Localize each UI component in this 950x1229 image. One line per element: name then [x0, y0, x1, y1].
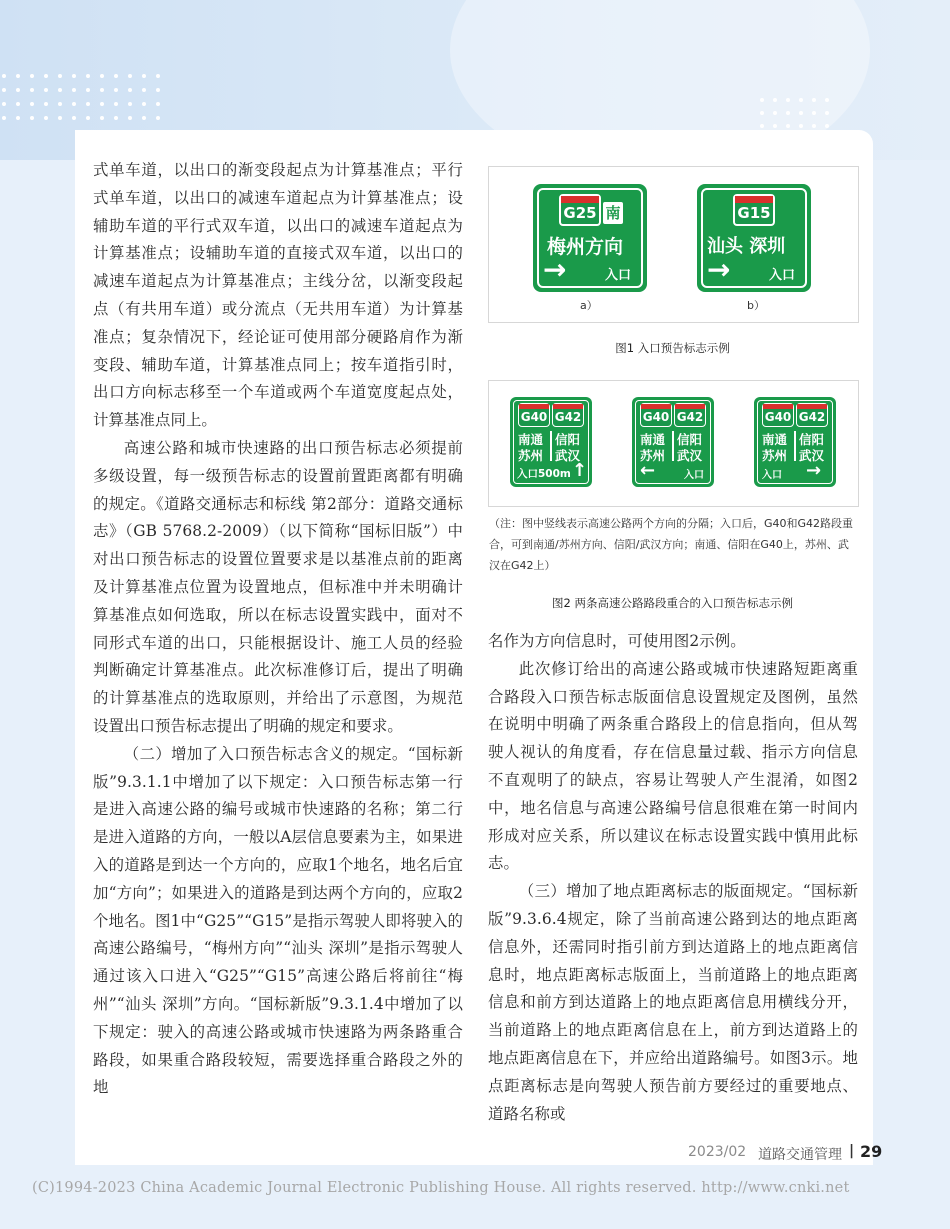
entrance-sign-b [697, 184, 811, 292]
footer-issue: 2023/02 [688, 1144, 747, 1160]
g42-shield: G42 [552, 403, 584, 427]
copyright-notice: (C)1994-2023 China Academic Journal Electronic Publishing House. All rights reserved. http://www.cnki.net [32, 1180, 850, 1196]
g15-shield: G15 [733, 194, 775, 226]
arrow-up-icon: ↑ [572, 460, 588, 481]
overlap-entrance-sign [510, 397, 592, 487]
g42-shield: G42 [674, 403, 706, 427]
g25-shield: G25 [559, 194, 601, 226]
direction-south-box: 南 [603, 202, 623, 224]
g42-shield: G42 [796, 403, 828, 427]
left-paragraph-2: 高速公路和城市快速路的出口预告标志必须提前多级设置，每一级预告标志的设置前置距离都有明确的规定。《道路交通标志和标线 第2部分：道路交通标志》（GB 5768.2-2009）（以下简称“国标旧版”）中对出口预告标志的设置位置要求是以基准点前的距离及计算基准点位置为设置地点，但标准中并未明确计算基准点如何选取，所以在标志设置实践中，面对不同形式车道的出口，只能根据设计、施工人员的经验判断确定计算基准点。此次标准修订后，提出了明确的计算基准点的选取原则，并给出了示意图，为规范设置出口预告标志提出了明确的规定和要求。 [93, 438, 463, 735]
page-number: 29 [860, 1142, 883, 1161]
entrance-distance-label: 入口 [762, 470, 782, 481]
entrance-distance-label: 入口 [684, 470, 704, 481]
g40-shield: G40 [640, 403, 672, 427]
direction-divider [794, 431, 796, 461]
place-suzhou: 苏州 [762, 448, 788, 463]
place-nantong: 南通 [518, 432, 544, 447]
right-paragraph-2: 此次修订给出的高速公路或城市快速路短距离重合路段入口预告标志版面信息设置规定及图例，虽然在说明中明确了两条重合路段上的信息指向，但从驾驶人视认的角度看，存在信息量过载、指示方向信息不直观明了的缺点，容易让驾驶人产生混淆，如图2中，地名信息与高速公路编号信息很难在第一时间内形成对应关系，所以建议在标志设置实践中慎用此标志。 [488, 659, 858, 873]
place-wuhan: 武汉 [799, 448, 825, 463]
g40-shield: G40 [518, 403, 550, 427]
right-paragraph-1: 名作为方向信息时，可使用图2示例。 [488, 632, 746, 650]
footer-journal: 道路交通管理 [758, 1147, 842, 1163]
entrance-distance-label: 入口500m [517, 468, 571, 480]
place-nantong: 南通 [762, 432, 788, 447]
place-suzhou: 苏州 [640, 448, 666, 463]
figure-1b-label: b） [747, 299, 765, 312]
place-nantong: 南通 [640, 432, 666, 447]
figure-2-note: （注：图中竖线表示高速公路两个方向的分隔；入口后，G40和G42路段重合，可到南通/苏州方向、信阳/武汉方向；南通、信阳在G40上，苏州、武汉在G42上） [489, 517, 854, 572]
arrow-left-icon: ← [640, 460, 656, 481]
entrance-sign-a [533, 184, 647, 292]
arrow-right-icon: → [806, 460, 822, 481]
left-paragraph-1: 式单车道，以出口的渐变段起点为计算基准点；平行式单车道，以出口的减速车道起点为计算基准点；设辅助车道的平行式双车道，以出口的减速车道起点为计算基准点；设辅助车道的直接式双车道，以出口的减速车道起点为计算基准点；主线分岔，以渐变段起点（有共用车道）或分流点（无共用车道）为计算基准点；复杂情况下，经论证可使用部分硬路肩作为渐变段、辅助车道，计算基准点同上；按车道指引时，出口方向标志移至一个车道或两个车道宽度起点处，计算基准点同上。 [93, 161, 463, 430]
overlap-entrance-sign [632, 397, 714, 487]
right-paragraph-3: （三）增加了地点距离标志的版面规定。“国标新版”9.3.6.4规定，除了当前高速公路到达的地点距离信息外，还需同时指引前方到达道路上的地点距离信息时，地点距离标志版面上，当前道路上的地点距离信息和前方到达道路上的地点距离信息用横线分开，当前道路上的地点距离信息在上，前方到达道路上的地点距离信息在下，并应给出道路编号。如图3示。地点距离标志是向驾驶人预告前方要经过的重要地点、道路名称或 [488, 882, 858, 1123]
footer-separator: | [849, 1143, 855, 1159]
place-wuhan: 武汉 [555, 448, 581, 463]
place-suzhou: 苏州 [518, 448, 544, 463]
figure-1-caption: 图1 入口预告标志示例 [615, 341, 730, 355]
right-column [488, 628, 858, 1128]
place-shantou-shenzhen: 汕头 深圳 [707, 236, 786, 257]
place-wuhan: 武汉 [677, 448, 703, 463]
overlap-entrance-sign [754, 397, 836, 487]
arrow-right-icon: → [707, 253, 731, 286]
place-meizhou: 梅州方向 [547, 236, 624, 258]
left-paragraph-3: （二）增加了入口预告标志含义的规定。“国标新版”9.3.1.1中增加了以下规定：入口预告标志第一行是进入高速公路的编号或城市快速路的名称；第二行是进入道路的方向，一般以A层信息要素为主，如果进入的道路是到达一个方向的，应取1个地名，地名后宜加“方向”；如果进入的道路是到达两个方向的，应取2个地名。图1中“G25”“G15”是指示驾驶人即将驶入的高速公路编号，“梅州方向”“汕头 深圳”是指示驾驶人通过该入口进入“G25”“G15”高速公路后将前往“梅州”“汕头 深圳”方向。“国标新版”9.3.1.4中增加了以下规定：驶入的高速公路或城市快速路为两条路重合路段，如果重合路段较短，需要选择重合路段之外的地 [93, 744, 463, 1097]
place-xinyang: 信阳 [677, 432, 703, 447]
entrance-label: 入口 [605, 268, 632, 283]
entrance-label: 入口 [769, 268, 796, 283]
arrow-right-icon: → [543, 253, 567, 286]
place-xinyang: 信阳 [555, 432, 581, 447]
g40-shield: G40 [762, 403, 794, 427]
direction-divider [550, 431, 552, 461]
direction-divider [672, 431, 674, 461]
figure-1a-label: a） [580, 299, 598, 312]
place-xinyang: 信阳 [799, 432, 825, 447]
decor-dots-left [0, 74, 180, 134]
left-column [93, 157, 463, 1102]
figure-2-caption: 图2 两条高速公路路段重合的入口预告标志示例 [552, 596, 793, 610]
